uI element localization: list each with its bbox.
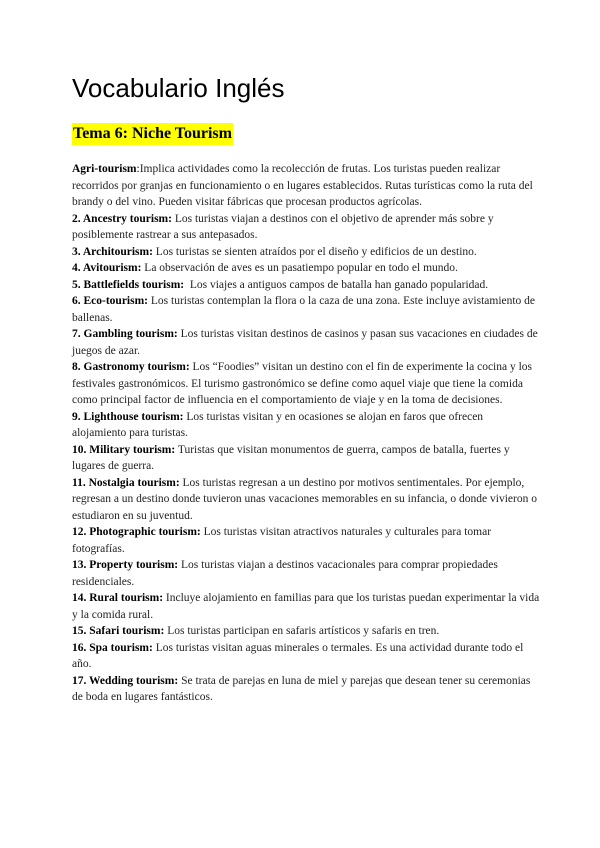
glossary-entry-wedding-tourism [72, 673, 540, 706]
glossary-entry-photographic-tourism [72, 524, 540, 557]
glossary-term: 3. Architourism: [72, 245, 153, 258]
glossary-entry-rural-tourism [72, 590, 540, 623]
glossary-list [72, 161, 540, 706]
glossary-term: 8. Gastronomy tourism: [72, 361, 190, 373]
glossary-entry-lighthouse-tourism [72, 409, 540, 442]
glossary-entry-safari-tourism [72, 623, 540, 640]
glossary-definition: Los turistas se sienten atraídos por el diseño y edificios de un destino. [155, 245, 477, 258]
glossary-definition: La observación de aves es un pasatiempo popular en todo el mundo. [144, 262, 458, 274]
glossary-entry-eco-tourism [72, 293, 540, 326]
glossary-entry-gambling-tourism [72, 326, 540, 359]
glossary-term: 15. Safari tourism: [72, 625, 165, 637]
glossary-definition: Los turistas visitan destinos de casinos y pasan sus vacaciones en ciudades de juegos de azar. [72, 328, 538, 357]
topic-heading-text: Tema 6: Niche Tourism [72, 123, 233, 145]
glossary-term: 2. Ancestry tourism: [72, 212, 172, 225]
glossary-term: Agri-tourism [72, 163, 137, 175]
glossary-definition: Incluye alojamiento en familias para que los turistas puedan experimentar la vida y la comida rural. [72, 592, 540, 621]
glossary-definition: Los turistas visitan aguas minerales o termales. Es una actividad durante todo el año. [72, 641, 524, 670]
glossary-entry-property-tourism [72, 557, 540, 590]
glossary-definition: Turistas que visitan monumentos de guerra, campos de batalla, fuertes y lugares de guerra. [72, 443, 510, 472]
glossary-term: 17. Wedding tourism: [72, 674, 179, 687]
glossary-entry-agri-tourism: Agri-tourism:Implica actividades como la recolección de frutas. Los turistas pueden realizar recorridos por granjas en funcionamiento o en lugares establecidos. Rutas turísticas como la ruta del brandy o del vino. Pueden visitar fábricas que procesan productos agrícolas. [72, 163, 533, 208]
glossary-term: 12. Photographic tourism: [72, 526, 201, 538]
glossary-term: 16. Spa tourism: [72, 641, 153, 654]
glossary-entry-avitourism [72, 260, 540, 277]
glossary-term: 13. Property tourism: [72, 559, 179, 571]
glossary-term: 6. Eco-tourism: [72, 295, 149, 307]
glossary-term: 4. Avitourism: [72, 262, 142, 274]
glossary-term: 5. Battlefields tourism: [72, 278, 185, 291]
glossary-definition: Los turistas viajan a destinos vacacionales para comprar propiedades residenciales. [72, 559, 498, 588]
glossary-definition: Los turistas participan en safaris artísticos y safaris en tren. [167, 625, 440, 637]
glossary-definition: Los turistas visitan atractivos naturales y culturales para tomar fotografías. [72, 526, 492, 555]
glossary-definition: Los turistas visitan y en ocasiones se alojan en faros que ofrecen alojamiento para turistas. [72, 410, 484, 439]
glossary-definition: Implica actividades como la recolección de frutas. Los turistas pueden realizar recorridos por granjas en funcionamiento o en lugares establecidos. Rutas turísticas como la ruta del brandy o del vino. Pueden visitar fábricas que procesan productos agrícolas. [72, 163, 533, 208]
page-title: Vocabulario Inglés [72, 73, 285, 103]
glossary-term: 11. Nostalgia tourism: [72, 476, 180, 489]
glossary-entry-architourism [72, 244, 540, 261]
glossary-entry-nostalgia-tourism [72, 475, 540, 525]
glossary-term: 9. Lighthouse tourism: [72, 410, 184, 423]
glossary-definition: Los “Foodies” visitan un destino con el fin de experimente la cocina y los festivales gastronómicos. El turismo gastronómico se define como aquel viaje que tiene la comida como principal factor de influencia en el comportamiento de viaje y en la toma de decisiones. [72, 361, 533, 406]
glossary-term: 7. Gambling tourism: [72, 328, 178, 340]
glossary-term: 10. Military tourism: [72, 443, 176, 456]
glossary-definition: Los turistas regresan a un destino por motivos sentimentales. Por ejemplo, regresan a un destino donde tuvieron unas vacaciones memorables en su infancia, o donde vivieron o estudiaron en su juventud. [72, 476, 537, 522]
glossary-term: 14. Rural tourism: [72, 592, 164, 604]
glossary-entry-battlefields-tourism [72, 277, 540, 294]
glossary-definition: Los viajes a antiguos campos de batalla han ganado popularidad. [189, 278, 489, 291]
glossary-definition: Se trata de parejas en luna de miel y parejas que desean tener su ceremonias de boda en lugares fantásticos. [72, 674, 531, 703]
glossary-entry-spa-tourism [72, 640, 540, 673]
glossary-definition: Los turistas contemplan la flora o la caza de una zona. Este incluye avistamiento de ballenas. [72, 295, 536, 324]
glossary-entry-gastronomy-tourism [72, 359, 540, 409]
glossary-definition: Los turistas viajan a destinos con el objetivo de aprender más sobre y posiblemente rastrear a sus antepasados. [72, 212, 494, 241]
topic-heading [72, 123, 233, 145]
glossary-entry-military-tourism [72, 442, 540, 475]
glossary-entry-ancestry-tourism [72, 211, 540, 244]
